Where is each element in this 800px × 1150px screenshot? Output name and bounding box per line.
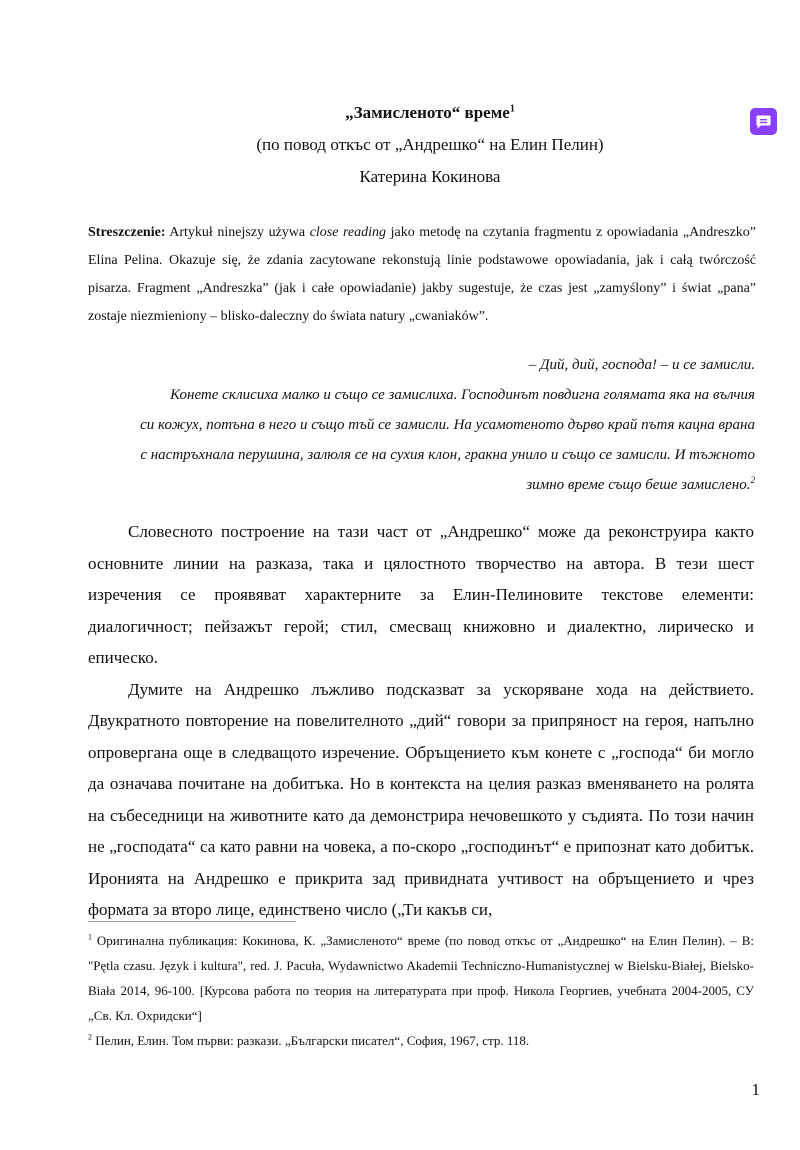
title-footnote-ref[interactable]: 1 <box>509 103 515 115</box>
abstract-text-after: jako metodę na czytania fragmentu z opowiadania „Andreszko” Elina Pelina. Okazuje się, że zdania zacytowane rekonstują linie podstawowe opowiadania, jak i całą twórczość pisarza. Fragment „Andreszka” (jak i całe opowiadanie) jakby sugestuje, że czas jest „zamyślony” i świat „pana” zostaje niezmieniony – blisko-daleczny do świata natury „cwaniaków”. <box>88 225 756 324</box>
footnote-text: Оригинална публикация: Кокинова, К. „Замисленото“ време (по повод откъс от „Андрешко“ на Елин Пелин). – В: "Pętla czasu. Język i kultura", red. J. Pacuła, Wydawnictwo Akademii Techniczno-Humanistycznej w Bielsku-Białej, Bielsko-Biała 2014, 96-100. [Курсова работа по теория на литературата при проф. Никола Георгиев, учебната 2004-2005, СУ „Св. Кл. Охридски“] <box>88 933 754 1023</box>
footnote <box>88 928 754 1028</box>
abstract <box>88 219 756 331</box>
article-title <box>0 100 800 126</box>
footnote-divider <box>88 921 296 922</box>
title-block <box>0 100 800 192</box>
article-subtitle: (по повод откъс от „Андрешко“ на Елин Пелин) <box>256 135 604 154</box>
article-title-text: „Замисленото“ време <box>345 103 510 122</box>
footnote-text: Пелин, Елин. Том първи: разкази. „Български писател“, София, 1967, стр. 118. <box>92 1033 530 1048</box>
comment-icon <box>755 113 772 130</box>
abstract-label: Streszczenie: <box>88 225 166 240</box>
quote-line: си кожух, потъна в него и също тъй се замисли. На усамотеното дърво край пътя кацна врана <box>140 417 755 433</box>
page-number: 1 <box>751 1080 760 1099</box>
abstract-text-before: Artykuł ninejszy używa <box>165 225 310 240</box>
footnote-mark: 1 <box>88 932 92 942</box>
quote-line: Конете склисиха малко и също се замислиха. Господинът повдигна голямата яка на вълчия <box>170 387 755 403</box>
footnotes <box>88 928 754 1053</box>
body-paragraph: Думите на Андрешко лъжливо подсказват за ускоряване хода на действието. Двукратното повторение на повелителното „дий“ говори за припряност на героя, напълно опровергана още в следващото изречение. Обръщението към конете с „господа“ би могло да означава почитане на добитъка. Но в контекста на целия разказ вменяването на ролята на събеседници на животните като да демонстрира нечовешкото у съдията. По този начин не „господата“ са като равни на човека, а по-скоро „господинът“ е припознат като добитък. Иронията на Андрешко е прикрита зад привидната учтивост на обръщението и чрез формата за второ лице, единствено число („Ти какъв си, <box>88 679 754 919</box>
comment-button[interactable] <box>750 108 777 135</box>
author-name: Катерина Кокинова <box>359 167 501 186</box>
quote-line: с настръхнала перушина, залюля се на сухия клон, гракна унило и също се замисли. И тъжното <box>140 447 755 463</box>
quote-footnote-ref[interactable]: 2 <box>750 475 755 485</box>
footnote-mark: 2 <box>88 1032 92 1042</box>
main-text <box>88 516 754 926</box>
body-paragraph: Словесното построение на тази част от „Андрешко“ може да реконструира както основните линии на разказа, така и цялостното творчество на автора. В тези шест изречения се проявяват характерните за Елин-Пелиновите текстове елементи: диалогичност; пейзажът герой; стил, смесващ книжовно и диалектно, лирическо и епическо. <box>88 522 754 667</box>
quote-line: – Дий, дий, господа! – и се замисли. <box>528 357 755 373</box>
quote-line-last <box>88 470 755 500</box>
footnote <box>88 1028 754 1053</box>
quote-line-text: зимно време също беше замислено. <box>526 477 751 493</box>
epigraph-quote <box>88 350 755 500</box>
abstract-emphasis: close reading <box>309 225 387 240</box>
